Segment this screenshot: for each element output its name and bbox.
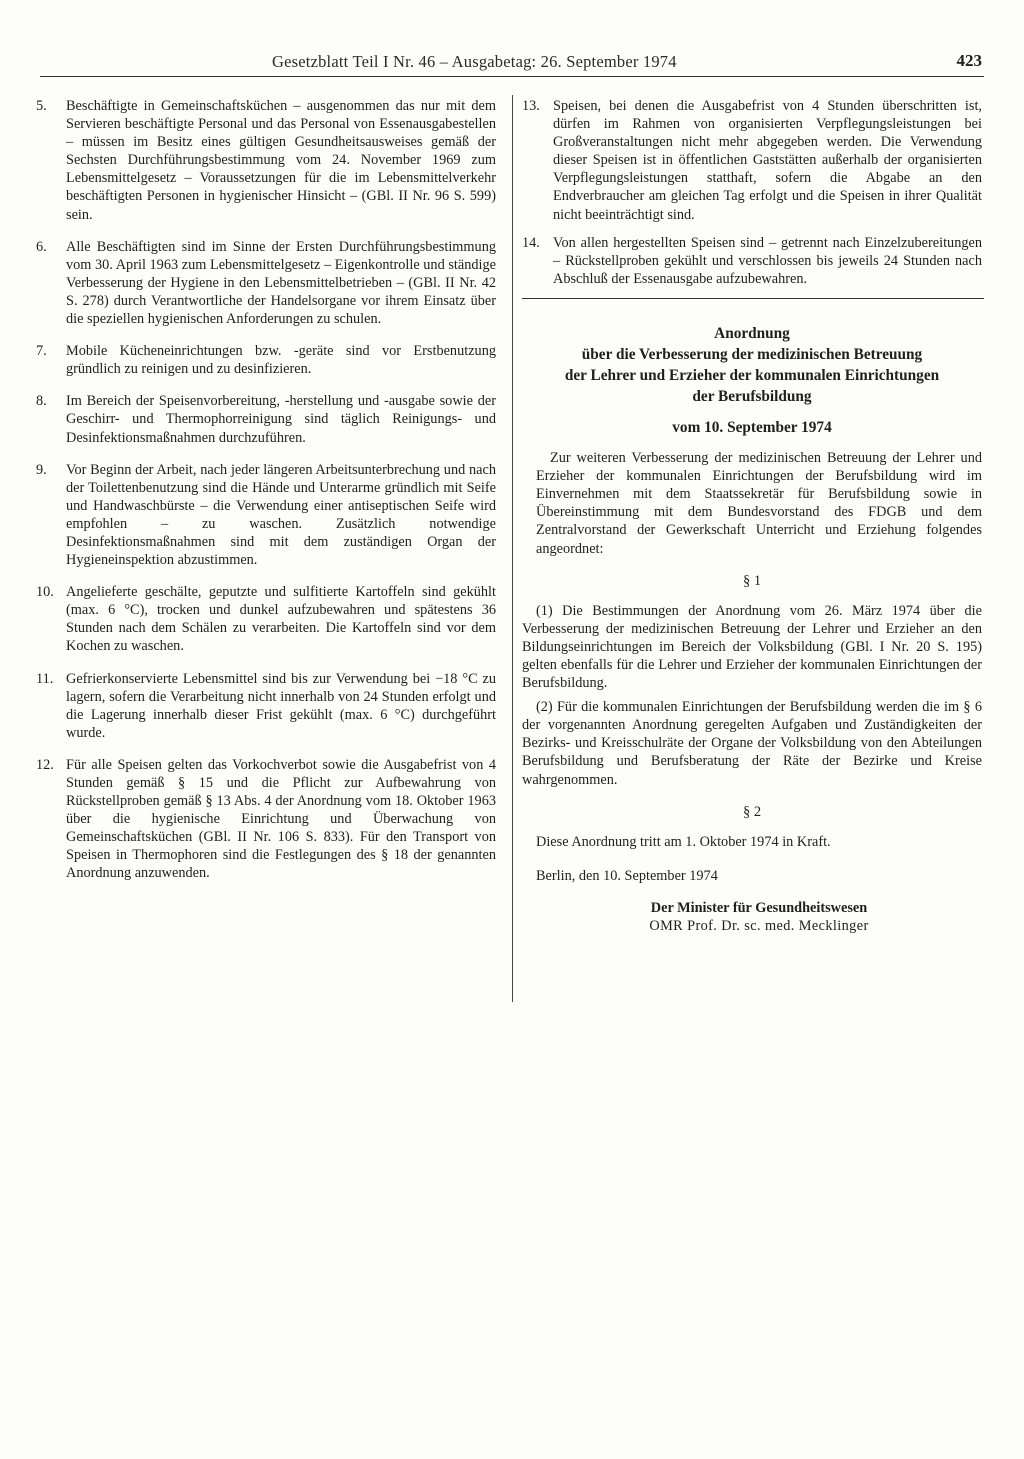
place-date: Berlin, den 10. September 1974 [536,867,718,884]
item-number: 12. [36,756,54,773]
item-text: Vor Beginn der Arbeit, nach jeder längeren Arbeitsunterbrechung und nach der Toilettenbenutzung sind die Hände und Unterarme gründlich mit Seife und Handwaschbürste – die Verwendung einer antiseptischen Seife wird empfohlen – zu waschen. Zusätzlich notwendige Desinfektionsmaßnahmen sind mit dem zuständigen Organ der Hygieneinspektion abzustimmen. [66,461,496,569]
ordinance-title-line: der Berufsbildung [692,387,812,405]
header-title: Gesetzblatt Teil I Nr. 46 – Ausgabetag: 26. September 1974 [272,52,677,71]
item-number: 14. [522,234,540,251]
section-paragraph: Diese Anordnung tritt am 1. Oktober 1974 in Kraft. [536,833,831,850]
item-text: Angelieferte geschälte, geputzte und sulfitierte Kartoffeln sind gekühlt (max. 6 °C), trocken und dunkel aufzubewahren und spätestens 36 Stunden nach dem Schälen zu verarbeiten. Die Kartoffeln sind vor dem Kochen zu waschen. [66,584,496,655]
ordinance-intro: Zur weiteren Verbesserung der medizinischen Betreuung der Lehrer und Erzieher der kommunalen Einrichtungen der Berufsbildung wird im Einvernehmen mit dem Staatssekretär für Berufsbildung sowie in Übereinstimmung mit dem Bundesvorstand des FDGB und dem Zentralvorstand der Gewerkschaft Unterricht und Erziehung folgendes angeordnet: [536,450,982,557]
right-column [522,97,982,935]
item-number: 6. [36,238,47,255]
ordinance-title-line: über die Verbesserung der medizinischen Betreuung [581,345,923,363]
item-text: Speisen, bei denen die Ausgabefrist von 4 Stunden überschritten ist, dürfen im Rahmen von organisierten Verpflegungsleistungen bei Großveranstaltungen nicht mehr abgegeben werden. Die Verwendung dieser Speisen ist in öffentlichen Gaststätten außerhalb der organisierten Verpflegungsleistungen statthaft, sofern die Abgabe an den Endverbraucher am gleichen Tag erfolgt und die Speisen in ihrer Qualität nicht beeinträchtigt sind. [553,98,982,223]
item-number: 9. [36,461,47,478]
header-rule [40,76,984,77]
list-item [30,670,496,742]
item-number: 11. [36,670,54,687]
column-divider [512,95,513,1002]
ordinance-title-line: Anordnung [714,324,790,342]
item-text: Beschäftigte in Gemeinschaftsküchen – ausgenommen das nur mit dem Servieren beschäftigte Personal und das Personal von Essenausgabestellen – müssen im Besitz eines gültigen Gesundheitsausweises gemäß der Sechsten Durchführungsbestimmung vom 24. November 1969 zum Lebensmittelgesetz – Voraussetzungen für die im Lebensmittelverkehr beschäftigten Personen in hygienischer Hinsicht – (GBl. II Nr. 96 S. 599) sein. [66,98,496,223]
ordinance-title [522,323,982,407]
section-paragraph: (1) Die Bestimmungen der Anordnung vom 26. März 1974 über die Verbesserung der medizinischen Betreuung der Lehrer und Erzieher an den Bildungseinrichtungen im Bereich der Volksbildung (GBl. I Nr. 20 S. 195) gelten ebenfalls für die Lehrer und Erzieher der kommunalen Einrichtungen der Berufsbildung. [522,602,982,692]
list-item [30,461,496,570]
list-item [30,342,496,378]
section-paragraph: (2) Für die kommunalen Einrichtungen der Berufsbildung werden die im § 6 der vorgenannten Anordnung geregelten Aufgaben und Zuständigkeiten der Bezirks- und Kreisschulräte der Organe der Volksbildung von den Abteilungen Berufsbildung und Berufsberatung der Räte der Bezirke und Kreise wahrgenommen. [522,699,982,788]
signer-name: OMR Prof. Dr. sc. med. Mecklinger [649,918,869,934]
ordinance-title-line: der Lehrer und Erzieher der kommunalen Einrichtungen [564,366,940,384]
section-rule [522,298,984,299]
page-number: 423 [956,51,982,70]
section-heading: § 2 [742,803,762,820]
list-item [30,238,496,328]
item-text: Mobile Kücheneinrichtungen bzw. -geräte sind vor Erstbenutzung gründlich zu reinigen und zu desinfizieren. [66,343,496,378]
item-text: Für alle Speisen gelten das Vorkochverbot sowie die Ausgabefrist von 4 Stunden gemäß § 15 und die Pflicht zur Aufbewahrung von Rückstellproben gemäß § 13 Abs. 4 der Anordnung vom 18. Oktober 1963 über die hygienische Einrichtung und Überwachung von Gemeinschaftsküchen (GBl. II Nr. 106 S. 833). Für den Transport von Speisen in Thermophoren sind die Festlegungen des § 18 der genannten Anordnung anzuwenden. [66,756,496,882]
list-item [30,756,496,883]
item-text: Gefrierkonservierte Lebensmittel sind bis zur Verwendung bei −18 °C zu lagern, sofern die Verarbeitung nicht innerhalb von 24 Stunden erfolgt und die Lagerung innerhalb dieser Frist gekühlt (max. 6 °C) durchgeführt wurde. [66,670,496,741]
item-text: Im Bereich der Speisenvorbereitung, -herstellung und -ausgabe sowie der Geschirr- und Thermophorreinigung sind täglich Reinigungs- und Desinfektionsmaßnahmen durchzuführen. [66,393,496,446]
item-text: Von allen hergestellten Speisen sind – getrennt nach Einzelzubereitungen – Rückstellproben gekühlt und verschlossen bis jeweils 24 Stunden nach Abschluß der Essenausgabe aufzubewahren. [553,234,982,287]
item-number: 10. [36,584,54,601]
left-column [30,97,496,897]
item-number: 7. [36,343,47,360]
item-number: 5. [36,98,47,114]
item-number: 13. [522,98,540,114]
list-item [30,97,496,224]
page-header [40,52,984,72]
list-item [30,392,496,446]
item-number: 8. [36,393,47,410]
list-item [522,97,982,224]
section-heading: § 1 [742,572,762,589]
list-item [522,234,982,288]
ordinance-date: vom 10. September 1974 [672,418,832,436]
signer-title: Der Minister für Gesundheitswesen [650,899,868,916]
list-item [30,583,496,655]
item-text: Alle Beschäftigten sind im Sinne der Ersten Durchführungsbestimmung vom 30. April 1963 zum Lebensmittelgesetz – Eigenkontrolle und ständige Verbesserung der Hygiene in den Lebensmittelbetrieben – (GBl. II Nr. 42 S. 278) durch Verantwortliche der Handelsorgane vor ihrem Einsatz über die speziellen hygienischen Anforderungen zu schulen. [66,238,496,328]
